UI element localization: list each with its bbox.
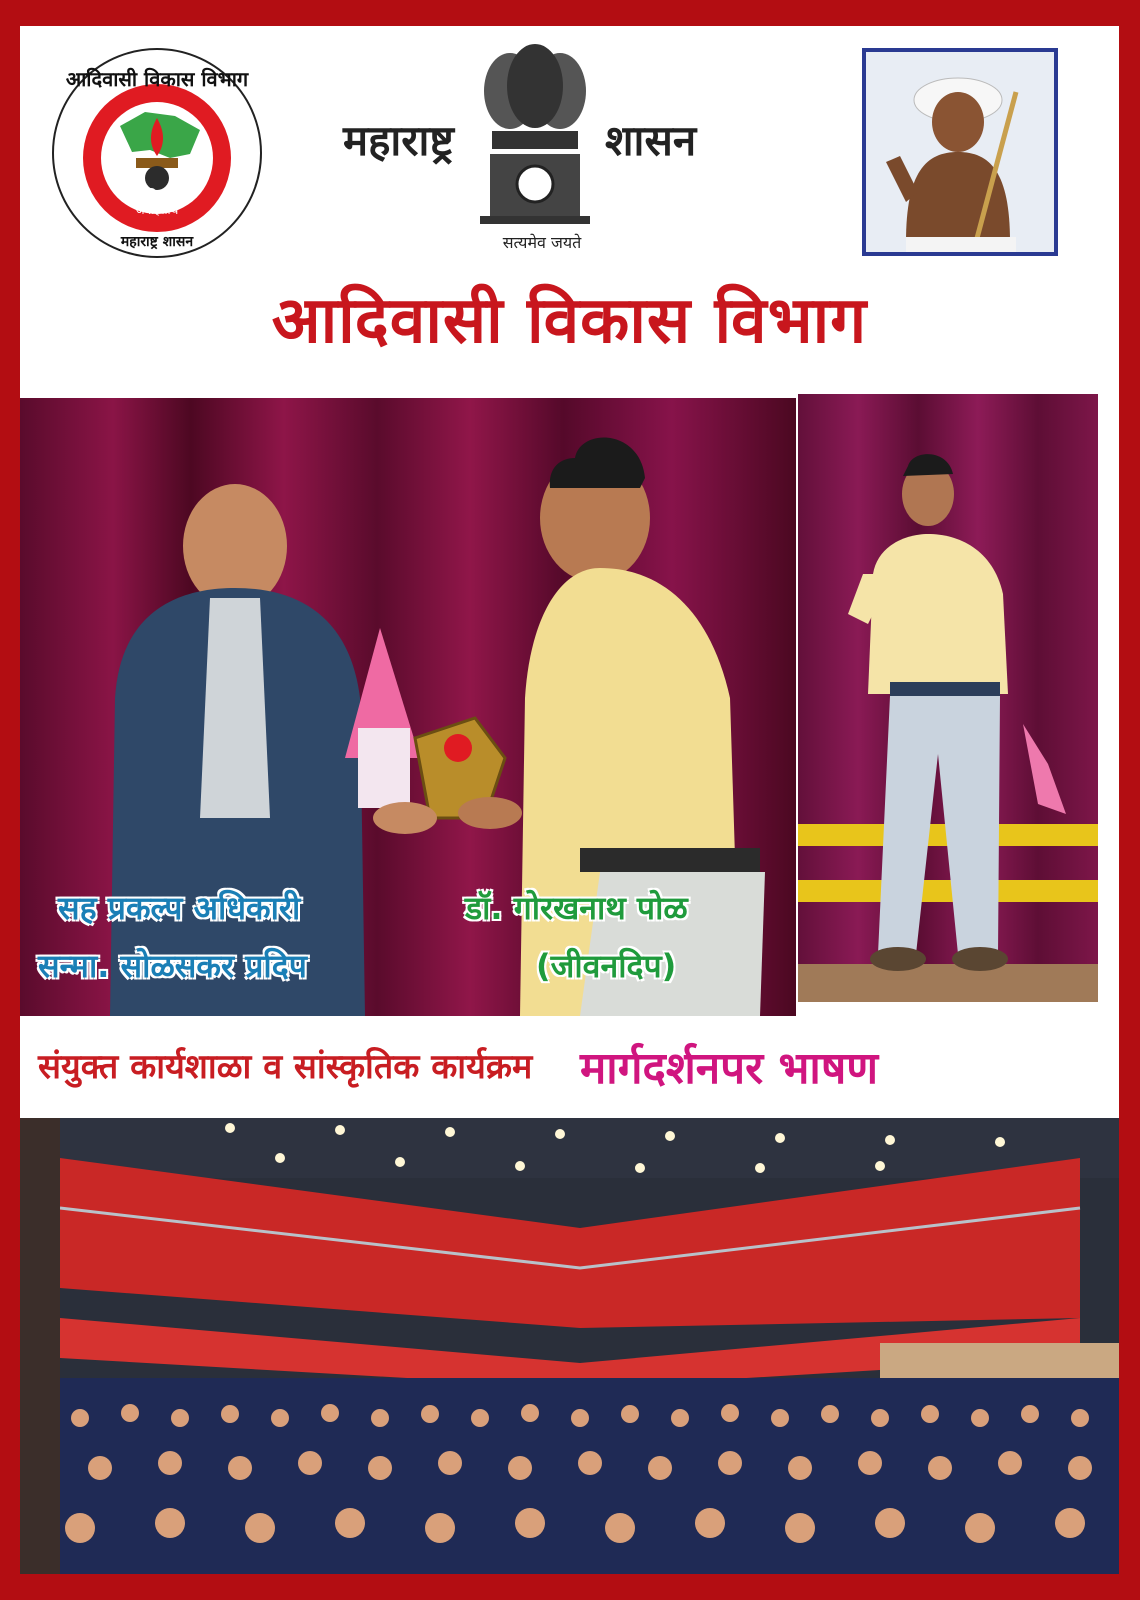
logo-ring-text: आदिवासी विकास विभाग bbox=[65, 67, 249, 91]
logo-inner-text-1: आदिवासी bbox=[135, 188, 179, 202]
officer-name-caption: सन्मा. सोळसकर प्रदिप bbox=[38, 947, 307, 985]
officer-role-caption: सह प्रकल्प अधिकारी bbox=[58, 889, 301, 927]
emblem-motto: सत्यमेव जयते bbox=[502, 233, 582, 252]
logo-inner-text-2: जनहितार्थ bbox=[135, 203, 179, 217]
state-word-right: शासन bbox=[605, 116, 697, 165]
page-title: आदिवासी विकास विभाग bbox=[271, 284, 868, 358]
national-emblem-icon bbox=[470, 36, 600, 256]
speaking-photo bbox=[798, 394, 1098, 1002]
logo-bottom-text: महाराष्ट्र शासन bbox=[120, 234, 194, 250]
speaker-alias-caption: (जीवनदिप) bbox=[536, 947, 677, 985]
event-banner bbox=[20, 1016, 1119, 1120]
poster-header bbox=[20, 26, 1119, 401]
speaker-name-caption: डॉ. गोरखनाथ पोळ bbox=[465, 889, 688, 927]
poster-frame bbox=[20, 26, 1119, 1574]
event-title: संयुक्त कार्यशाळा व सांस्कृतिक कार्यक्रम bbox=[38, 1047, 533, 1087]
event-subtitle: मार्गदर्शनपर भाषण bbox=[580, 1043, 879, 1094]
tribal-department-logo bbox=[50, 46, 264, 260]
auditorium-photo bbox=[20, 1118, 1119, 1574]
felicitation-photo bbox=[20, 398, 796, 1016]
freedom-fighter-portrait bbox=[862, 48, 1058, 256]
state-word-left: महाराष्ट्र bbox=[343, 116, 454, 165]
